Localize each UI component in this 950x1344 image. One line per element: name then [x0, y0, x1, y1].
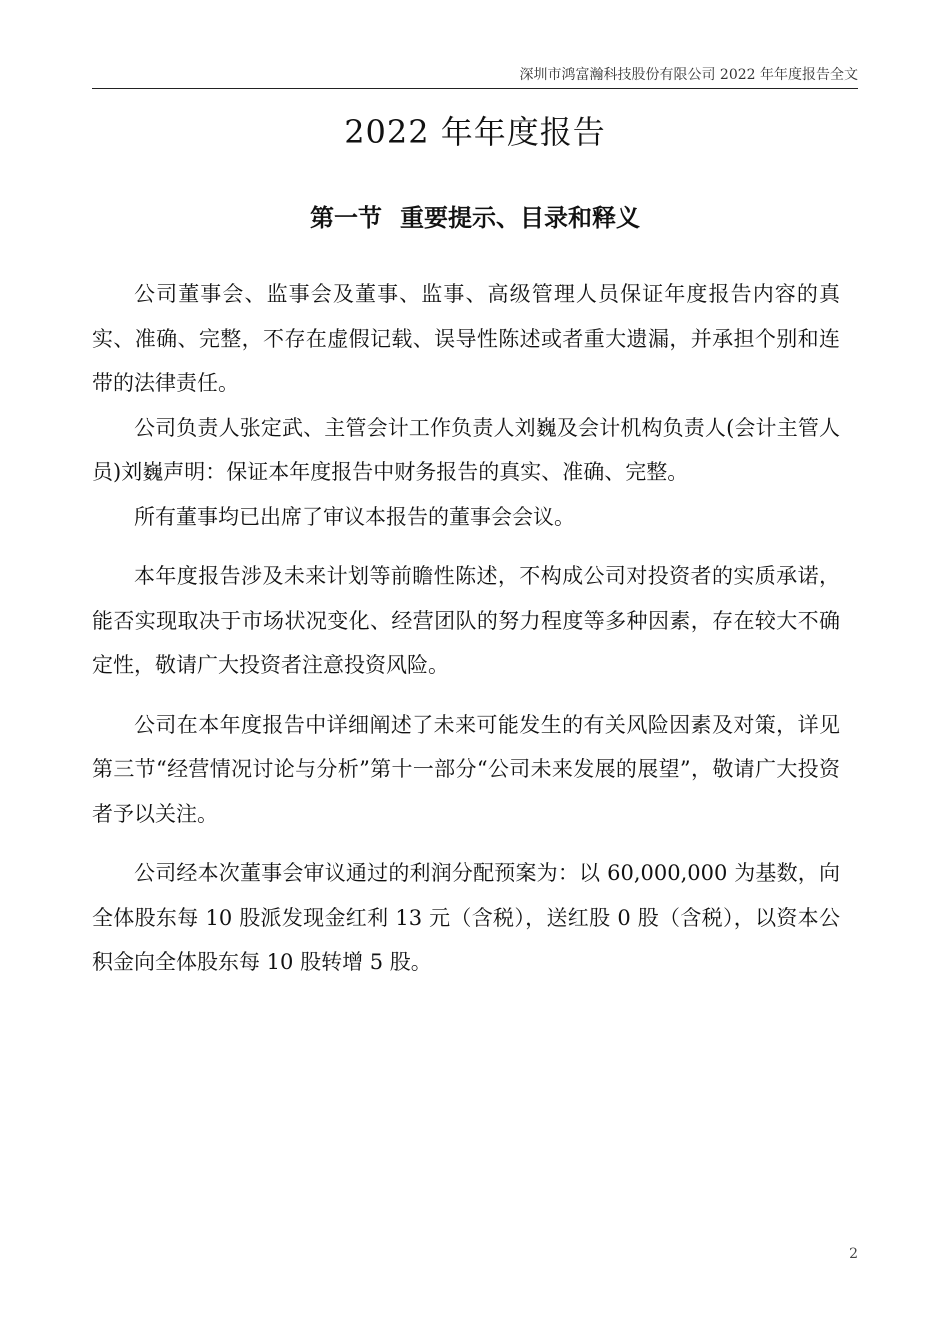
paragraph-risk-factors: 公司在本年度报告中详细阐述了未来可能发生的有关风险因素及对策，详见第三节“经营情况讨论与分析”第十一部分“公司未来发展的展望”，敬请广大投资者予以关注。 [92, 712, 840, 826]
page-number: 2 [849, 1246, 858, 1262]
paragraph-board-attendance: 所有董事均已出席了审议本报告的董事会会议。 [134, 504, 575, 529]
paragraph-forward-looking: 本年度报告涉及未来计划等前瞻性陈述，不构成公司对投资者的实质承诺，能否实现取决于市场状况变化、经营团队的努力程度等多种因素，存在较大不确定性，敬请广大投资者注意投资风险。 [92, 564, 840, 677]
section-title: 重要提示、目录和释义 [400, 203, 640, 232]
paragraph-profit-distribution: 公司经本次董事会审议通过的利润分配预案为：以 60,000,000 为基数，向全体股东每 10 股派发现金红利 13 元（含税），送红股 0 股（含税），以资本公积金向全体股东每 10 股转增 5 股。 [92, 861, 840, 974]
document-title: 2022 年年度报告 [344, 113, 606, 151]
paragraph-responsible-persons: 公司负责人张定武、主管会计工作负责人刘巍及会计机构负责人(会计主管人员)刘巍声明：保证本年度报告中财务报告的真实、准确、完整。 [92, 415, 840, 484]
document-body [92, 272, 840, 985]
paragraph-accuracy-guarantee: 公司董事会、监事会及董事、监事、高级管理人员保证年度报告内容的真实、准确、完整，不存在虚假记载、误导性陈述或者重大遗漏，并承担个别和连带的法律责任。 [92, 282, 840, 395]
section-number: 第一节 [310, 203, 382, 232]
running-header [92, 66, 858, 89]
section-heading [0, 200, 950, 236]
running-header-title: 深圳市鸿富瀚科技股份有限公司 2022 年年度报告全文 [519, 67, 858, 83]
